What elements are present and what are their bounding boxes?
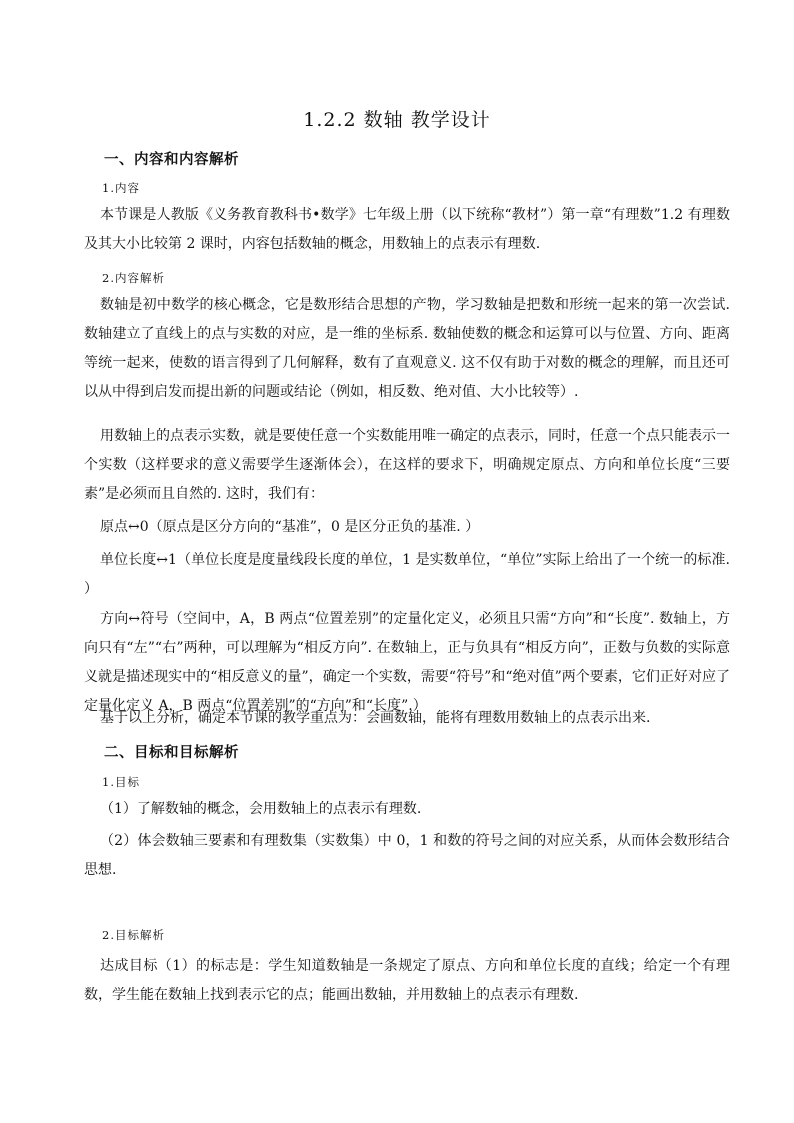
paragraph-analysis-1: 数轴是初中数学的核心概念，它是数形结合思想的产物，学习数轴是把数和形统一起来的第一次尝试. 数轴建立了直线上的点与实数的对应，是一维的坐标系. 数轴使数的概念和运算可以与位置、方向、距离等统一起来，使数的语言得到了几何解释，数有了直观意义. 这不仅有助于对数的概念的理解，而且还可以从中得到启发而提出新的问题或结论（例如，相反数、绝对值、大小比较等）.	[84, 297, 730, 400]
section-heading-goals: 二、目标和目标解析	[104, 744, 239, 761]
subheading-content-analysis: 2.内容解析	[102, 271, 165, 285]
goal-item-1: （1）了解数轴的概念，会用数轴上的点表示有理数.	[100, 801, 422, 817]
goal-item-2: （2）体会数轴三要素和有理数集（实数集）中 0，1 和数的符号之间的对应关系，从而体会数形结合思想.	[84, 833, 730, 878]
paragraph-origin: 原点↔0（原点是区分方向的“基准”，0 是区分正负的基准. ）	[100, 519, 480, 535]
subheading-goals: 1.目标	[102, 775, 140, 789]
section-heading-content: 一、内容和内容解析	[104, 151, 239, 168]
document-title: 1.2.2 数轴 教学设计	[303, 109, 491, 131]
subheading-content: 1.内容	[102, 181, 140, 195]
subheading-goals-analysis: 2.目标解析	[102, 928, 165, 942]
paragraph-unit-length: 单位长度↔1（单位长度是度量线段长度的单位，1 是实数单位，“单位”实际上给出了一个统一的标准. ）	[84, 552, 730, 597]
paragraph-content: 本节课是人教版《义务教育教科书•数学》七年级上册（以下统称“教材”）第一章“有理数”1.2 有理数及其大小比较第 2 课时，内容包括数轴的概念，用数轴上的点表示有理数.	[84, 207, 730, 252]
paragraph-key-point: 基于以上分析，确定本节课的教学重点为：会画数轴，能将有理数用数轴上的点表示出来.	[100, 710, 651, 726]
paragraph-analysis-2: 用数轴上的点表示实数，就是要使任意一个实数能用唯一确定的点表示，同时，任意一个点只能表示一个实数（这样要求的意义需要学生逐渐体会），在这样的要求下，明确规定原点、方向和单位长度“三要素”是必须而且自然的. 这时，我们有：	[84, 428, 730, 502]
paragraph-goal-analysis: 达成目标（1）的标志是：学生知道数轴是一条规定了原点、方向和单位长度的直线；给定一个有理数，学生能在数轴上找到表示它的点；能画出数轴，并用数轴上的点表示有理数.	[84, 958, 730, 1003]
paragraph-direction: 方向↔符号（空间中，A，B 两点“位置差别”的定量化定义，必须且只需“方向”和“长度”. 数轴上，方向只有“左”“右”两种，可以理解为“相反方向”. 在数轴上，正与负具有“相反方向”，正数与负数的实际意义就是描述现实中的“相反意义的量”，确定一个实数，需要“符号”和“绝对值”两个要素，它们正好对应了定量化定义 A，B 两点“位置差别”的“方向”和“长度”.）	[84, 611, 730, 714]
